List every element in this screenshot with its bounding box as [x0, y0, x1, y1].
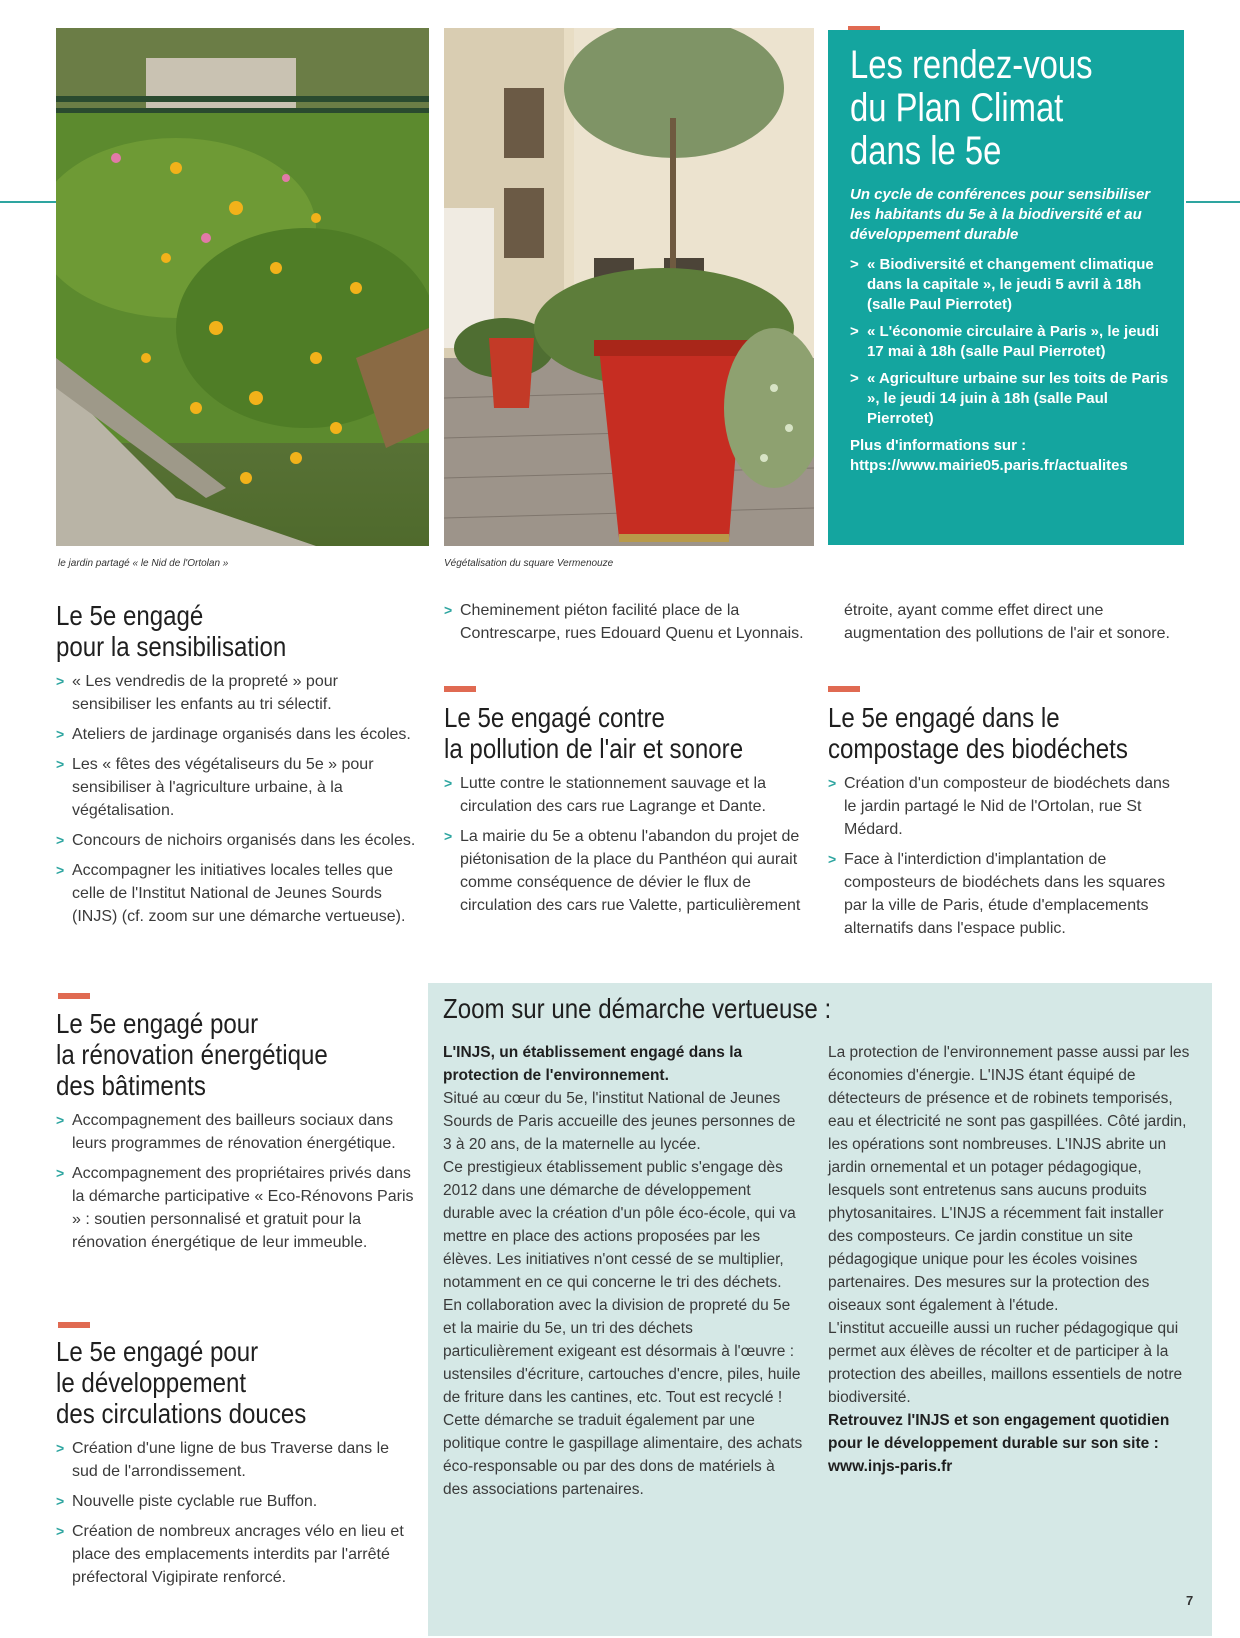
- zoom-paragraph: La protection de l'environnement passe aussi par les économies d'énergie. L'INJS étant équipé de détecteurs de présence et de robinets temporisés, eau et électricité ne sont pas gaspillées. Côté jardin, les opérations sont nombreuses. L'INJS abrite un jardin ornemental et un potager pédagogique, lesquels sont entretenus sans aucuns produits phytosanitaires. L'INJS a récemment fait installer des composteurs. Ce jardin constitue un site pédagogique unique pour les écoles voisines partenaires. Des mesures sur la protection des oiseaux sont également à l'étude.: [828, 1044, 1190, 1314]
- zoom-closing: [828, 1409, 1190, 1478]
- title-line: Le 5e engagé pour: [56, 1008, 259, 1039]
- right-edge-rule: [1186, 201, 1240, 203]
- list-item: > Lutte contre le stationnement sauvage et la circulation des cars rue Lagrange et Dante.: [444, 772, 804, 818]
- list-item: > Accompagner les initiatives locales telles que celle de l'Institut National de Jeunes Sourds (INJS) (cf. zoom sur une démarche vertueuse).: [56, 859, 416, 928]
- circulations-accent-bar: [58, 1322, 90, 1328]
- bullet-list: [56, 670, 416, 928]
- zoom-column-1: [443, 1041, 803, 1501]
- section-title: [828, 702, 1134, 764]
- list-item: > Accompagnement des bailleurs sociaux dans leurs programmes de rénovation énergétique.: [56, 1109, 416, 1155]
- pollution-continuation: [844, 599, 1184, 645]
- rdv-more-info-link[interactable]: Plus d'informations sur : https://www.mairie05.paris.fr/actualites: [850, 437, 1128, 474]
- list-item: > Création de nombreux ancrages vélo en lieu et place des emplacements interdits par l'arrêté préfectoral Vigipirate renforcé.: [56, 1520, 416, 1589]
- title-line: des circulations douces: [56, 1398, 307, 1429]
- rdv-item: > « L'économie circulaire à Paris », le jeudi 17 mai à 18h (salle Paul Pierrotet): [850, 322, 1170, 362]
- rdv-title-line: Les rendez-vous: [850, 43, 1093, 87]
- section-title: [56, 600, 366, 662]
- rdv-item: > « Agriculture urbaine sur les toits de Paris », le jeudi 14 juin à 18h (salle Paul Pierrotet): [850, 369, 1170, 429]
- left-edge-rule: [0, 201, 56, 203]
- bullet-list: [444, 599, 804, 645]
- list-item: > Création d'une ligne de bus Traverse dans le sud de l'arrondissement.: [56, 1437, 416, 1483]
- title-line: des bâtiments: [56, 1070, 206, 1101]
- list-item: > Les « fêtes des végétaliseurs du 5e » pour sensibiliser à l'agriculture urbaine, à la végétalisation.: [56, 753, 416, 822]
- title-line: compostage des biodéchets: [828, 733, 1128, 764]
- bullet-list: [828, 772, 1184, 940]
- section-cheminement: [444, 599, 804, 652]
- bullet-list: [444, 772, 804, 917]
- list-item: > La mairie du 5e a obtenu l'abandon du projet de piétonisation de la place du Panthéon qui aurait comme conséquence de dévier le flux de circulation des cars rue Valette, particulièrement: [444, 825, 804, 917]
- zoom-paragraph: Ce prestigieux établissement public s'engage dès 2012 dans une démarche de développement durable avec la création d'un pôle éco-école, qui va mettre en place des actions proposées par les élèves. Les initiatives n'ont cessé de se multiplier, notamment en ce qui concerne le tri des déchets. En collaboration avec la division de propreté du 5e et la mairie du 5e, un tri des déchets particulièrement exigeant est désormais à l'œuvre : ustensiles d'écriture, cartouches d'encre, piles, huile de friture dans les cantines, etc. Tout est recyclé !: [443, 1159, 801, 1406]
- list-item: > Ateliers de jardinage organisés dans les écoles.: [56, 723, 416, 746]
- zoom-paragraph: Situé au cœur du 5e, l'institut National de Jeunes Sourds de Paris accueille des jeunes personnes de 3 à 20 ans, de la maternelle au lycée.: [443, 1090, 796, 1153]
- garden-photo: [56, 28, 429, 546]
- renovation-accent-bar: [58, 993, 90, 999]
- title-line: le développement: [56, 1367, 247, 1398]
- square-photo-caption: Végétalisation du square Vermenouze: [444, 558, 614, 569]
- section-title: [56, 1008, 366, 1101]
- section-circulations: [56, 1336, 416, 1596]
- rdv-intro: Un cycle de conférences pour sensibiliser les habitants du 5e à la biodiversité et au développement durable: [850, 186, 1151, 243]
- zoom-paragraph: Cette démarche se traduit également par une politique contre le gaspillage alimentaire, des achats éco-responsable ou par des dons de matériels à des associations partenaires.: [443, 1412, 803, 1498]
- title-line: Le 5e engagé dans le: [828, 702, 1060, 733]
- zoom-lead: [443, 1041, 803, 1087]
- bullet-list: [56, 1437, 416, 1589]
- list-item: > Création d'un composteur de biodéchets dans le jardin partagé le Nid de l'Ortolan, rue St Médard.: [828, 772, 1184, 841]
- square-photo: [444, 28, 814, 546]
- list-item: > Face à l'interdiction d'implantation de composteurs de biodéchets dans les squares par la ville de Paris, étude d'emplacements alternatifs dans l'espace public.: [828, 848, 1184, 940]
- bullet-list: [56, 1109, 416, 1254]
- compostage-accent-bar: [828, 686, 860, 692]
- section-title: [56, 1336, 366, 1429]
- list-item: > Nouvelle piste cyclable rue Buffon.: [56, 1490, 416, 1513]
- list-item: > Cheminement piéton facilité place de la Contrescarpe, rues Edouard Quenu et Lyonnais.: [444, 599, 804, 645]
- rdv-box: [828, 30, 1184, 545]
- list-item: > « Les vendredis de la propreté » pour sensibiliser les enfants au tri sélectif.: [56, 670, 416, 716]
- title-line: Le 5e engagé contre: [444, 702, 665, 733]
- page-number: 7: [1186, 1593, 1194, 1608]
- list-item: > Accompagnement des propriétaires privés dans la démarche participative « Eco-Rénovons Paris » : soutien personnalisé et gratuit pour la rénovation énergétique de leur immeuble.: [56, 1162, 416, 1254]
- zoom-box: [428, 983, 1212, 1636]
- section-sensibilisation: [56, 600, 416, 935]
- title-line: pour la sensibilisation: [56, 631, 287, 662]
- rdv-list: [850, 255, 1170, 429]
- rdv-title-line: du Plan Climat: [850, 86, 1064, 130]
- section-title: [444, 702, 754, 764]
- zoom-paragraph: L'institut accueille aussi un rucher pédagogique qui permet aux élèves de récolter et de participer à la protection des abeilles, maillons essentiels de notre biodiversité.: [828, 1320, 1183, 1406]
- zoom-closing-text[interactable]: Retrouvez l'INJS et son engagement quotidien pour le développement durable sur son site : www.injs-paris.fr: [828, 1412, 1170, 1475]
- title-line: Le 5e engagé: [56, 600, 204, 631]
- garden-photo-caption: le jardin partagé « le Nid de l'Ortolan »: [58, 558, 229, 569]
- list-item: > Concours de nichoirs organisés dans les écoles.: [56, 829, 416, 852]
- section-pollution: [444, 702, 804, 924]
- title-line: Le 5e engagé pour: [56, 1336, 259, 1367]
- title-line: la pollution de l'air et sonore: [444, 733, 744, 764]
- rdv-title-line: dans le 5e: [850, 129, 1002, 173]
- zoom-title: Zoom sur une démarche vertueuse :: [443, 993, 832, 1024]
- zoom-column-2: [828, 1041, 1190, 1478]
- continuation-text: étroite, ayant comme effet direct une augmentation des pollutions de l'air et sonore.: [844, 602, 1170, 642]
- rdv-item: > « Biodiversité et changement climatique dans la capitale », le jeudi 5 avril à 18h (salle Paul Pierrotet): [850, 255, 1170, 315]
- section-compostage: [828, 702, 1184, 947]
- zoom-lead-text: L'INJS, un établissement engagé dans la protection de l'environnement.: [443, 1044, 743, 1084]
- title-line: la rénovation énergétique: [56, 1039, 328, 1070]
- rdv-title: [850, 44, 1112, 173]
- section-renovation: [56, 1008, 416, 1261]
- pollution-accent-bar: [444, 686, 476, 692]
